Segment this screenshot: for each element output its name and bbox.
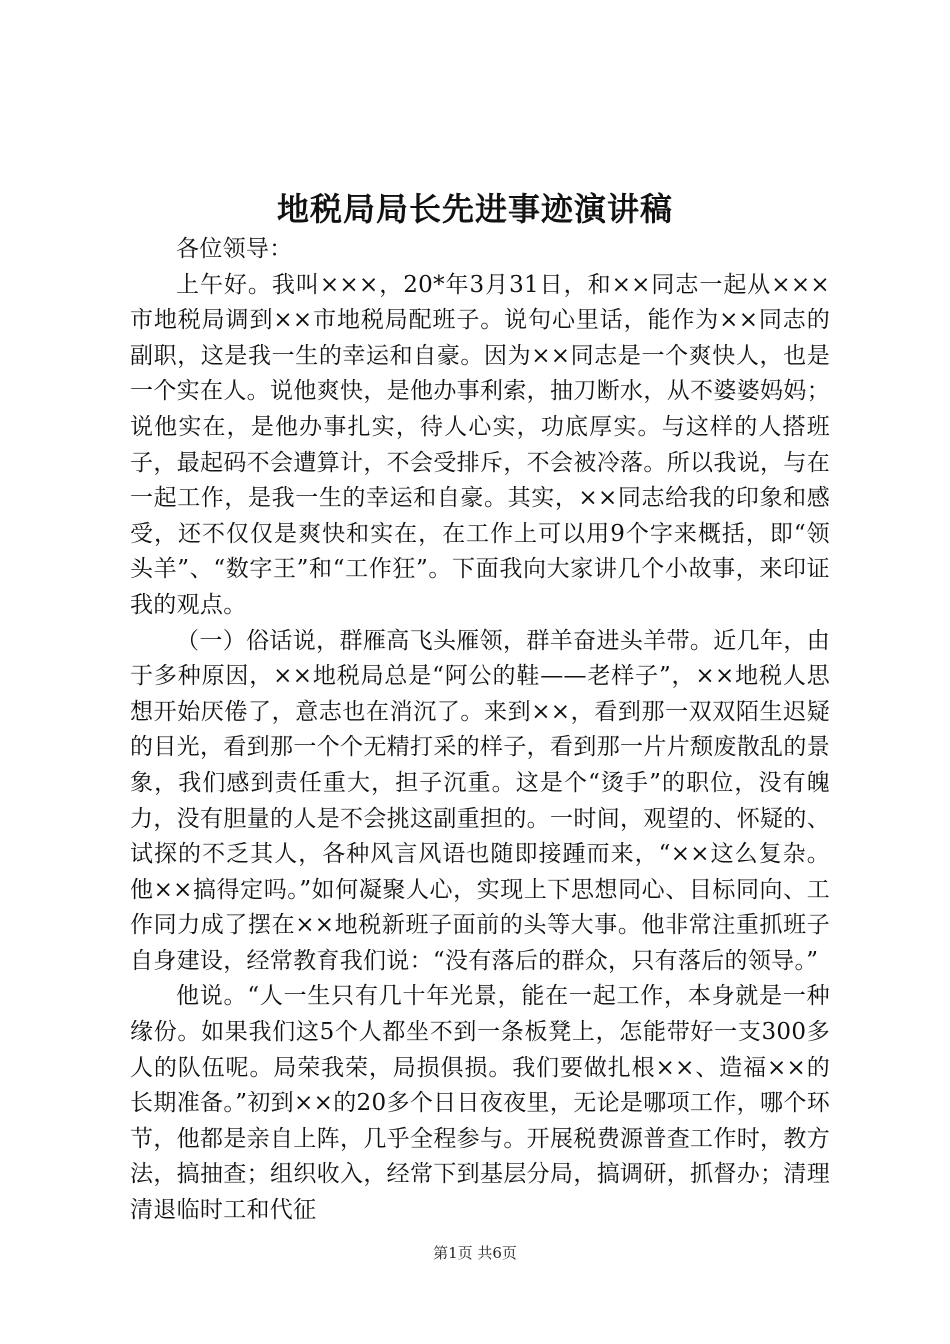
body-paragraph: （一）俗话说，群雁高飞头雁领，群羊奋进头羊带。近几年，由于多种原因，××地税局总是“阿公的鞋——老样子”，××地税人思想开始厌倦了，意志也在消沉了。来到××，看到那一双双陌生迟疑的目光，看到那一个个无精打采的样子，看到那一片片颓废散乱的景象，我们感到责任重大，担子沉重。这是个“烫手”的职位，没有魄力，没有胆量的人是不会挑这副重担的。一时间，观望的、怀疑的、试探的不乏其人，各种风言风语也随即接踵而来，“××这么复杂。他××搞得定吗。”如何凝聚人心，实现上下思想同心、目标同向、工作同力成了摆在××地税新班子面前的头等大事。他非常注重抓班子自身建设，经常教育我们说：“没有落后的群众，只有落后的领导。” <box>130 627 830 974</box>
page-number-footer: 第1页 共6页 <box>433 1244 517 1262</box>
body-paragraph: 他说。“人一生只有几十年光景，能在一起工作，本身就是一种缘份。如果我们这5个人都坐不到一条板凳上，怎能带好一支300多人的队伍呢。局荣我荣，局损俱损。我们要做扎根××、造福××的长期准备。”初到××的20多个日日夜夜里，无论是哪项工作，哪个环节，他都是亲自上阵，几乎全程参与。开展税费源普查工作时，教方法，搞抽查；组织收入，经常下到基层分局，搞调研，抓督办；清理清退临时工和代征 <box>130 983 830 1224</box>
body-paragraph: 上午好。我叫×××，20*年3月31日，和××同志一起从×××市地税局调到××市地税局配班子。说句心里话，能作为××同志的副职，这是我一生的幸运和自豪。因为××同志是一个爽快人，也是一个实在人。说他爽快，是他办事利索，抽刀断水，从不婆婆妈妈；说他实在，是他办事扎实，待人心实，功底厚实。与这样的人搭班子，最起码不会遭算计，不会受排斥，不会被冷落。所以我说，与在一起工作，是我一生的幸运和自豪。其实，××同志给我的印象和感受，还不仅仅是爽快和实在，在工作上可以用9个字来概括，即“领头羊”、“数字王”和“工作狂”。下面我向大家讲几个小故事，来印证我的观点。 <box>130 271 830 618</box>
salutation-paragraph: 各位领导： <box>176 236 293 262</box>
document-title: 地税局局长先进事迹演讲稿 <box>276 190 673 228</box>
document-body <box>130 232 830 1229</box>
